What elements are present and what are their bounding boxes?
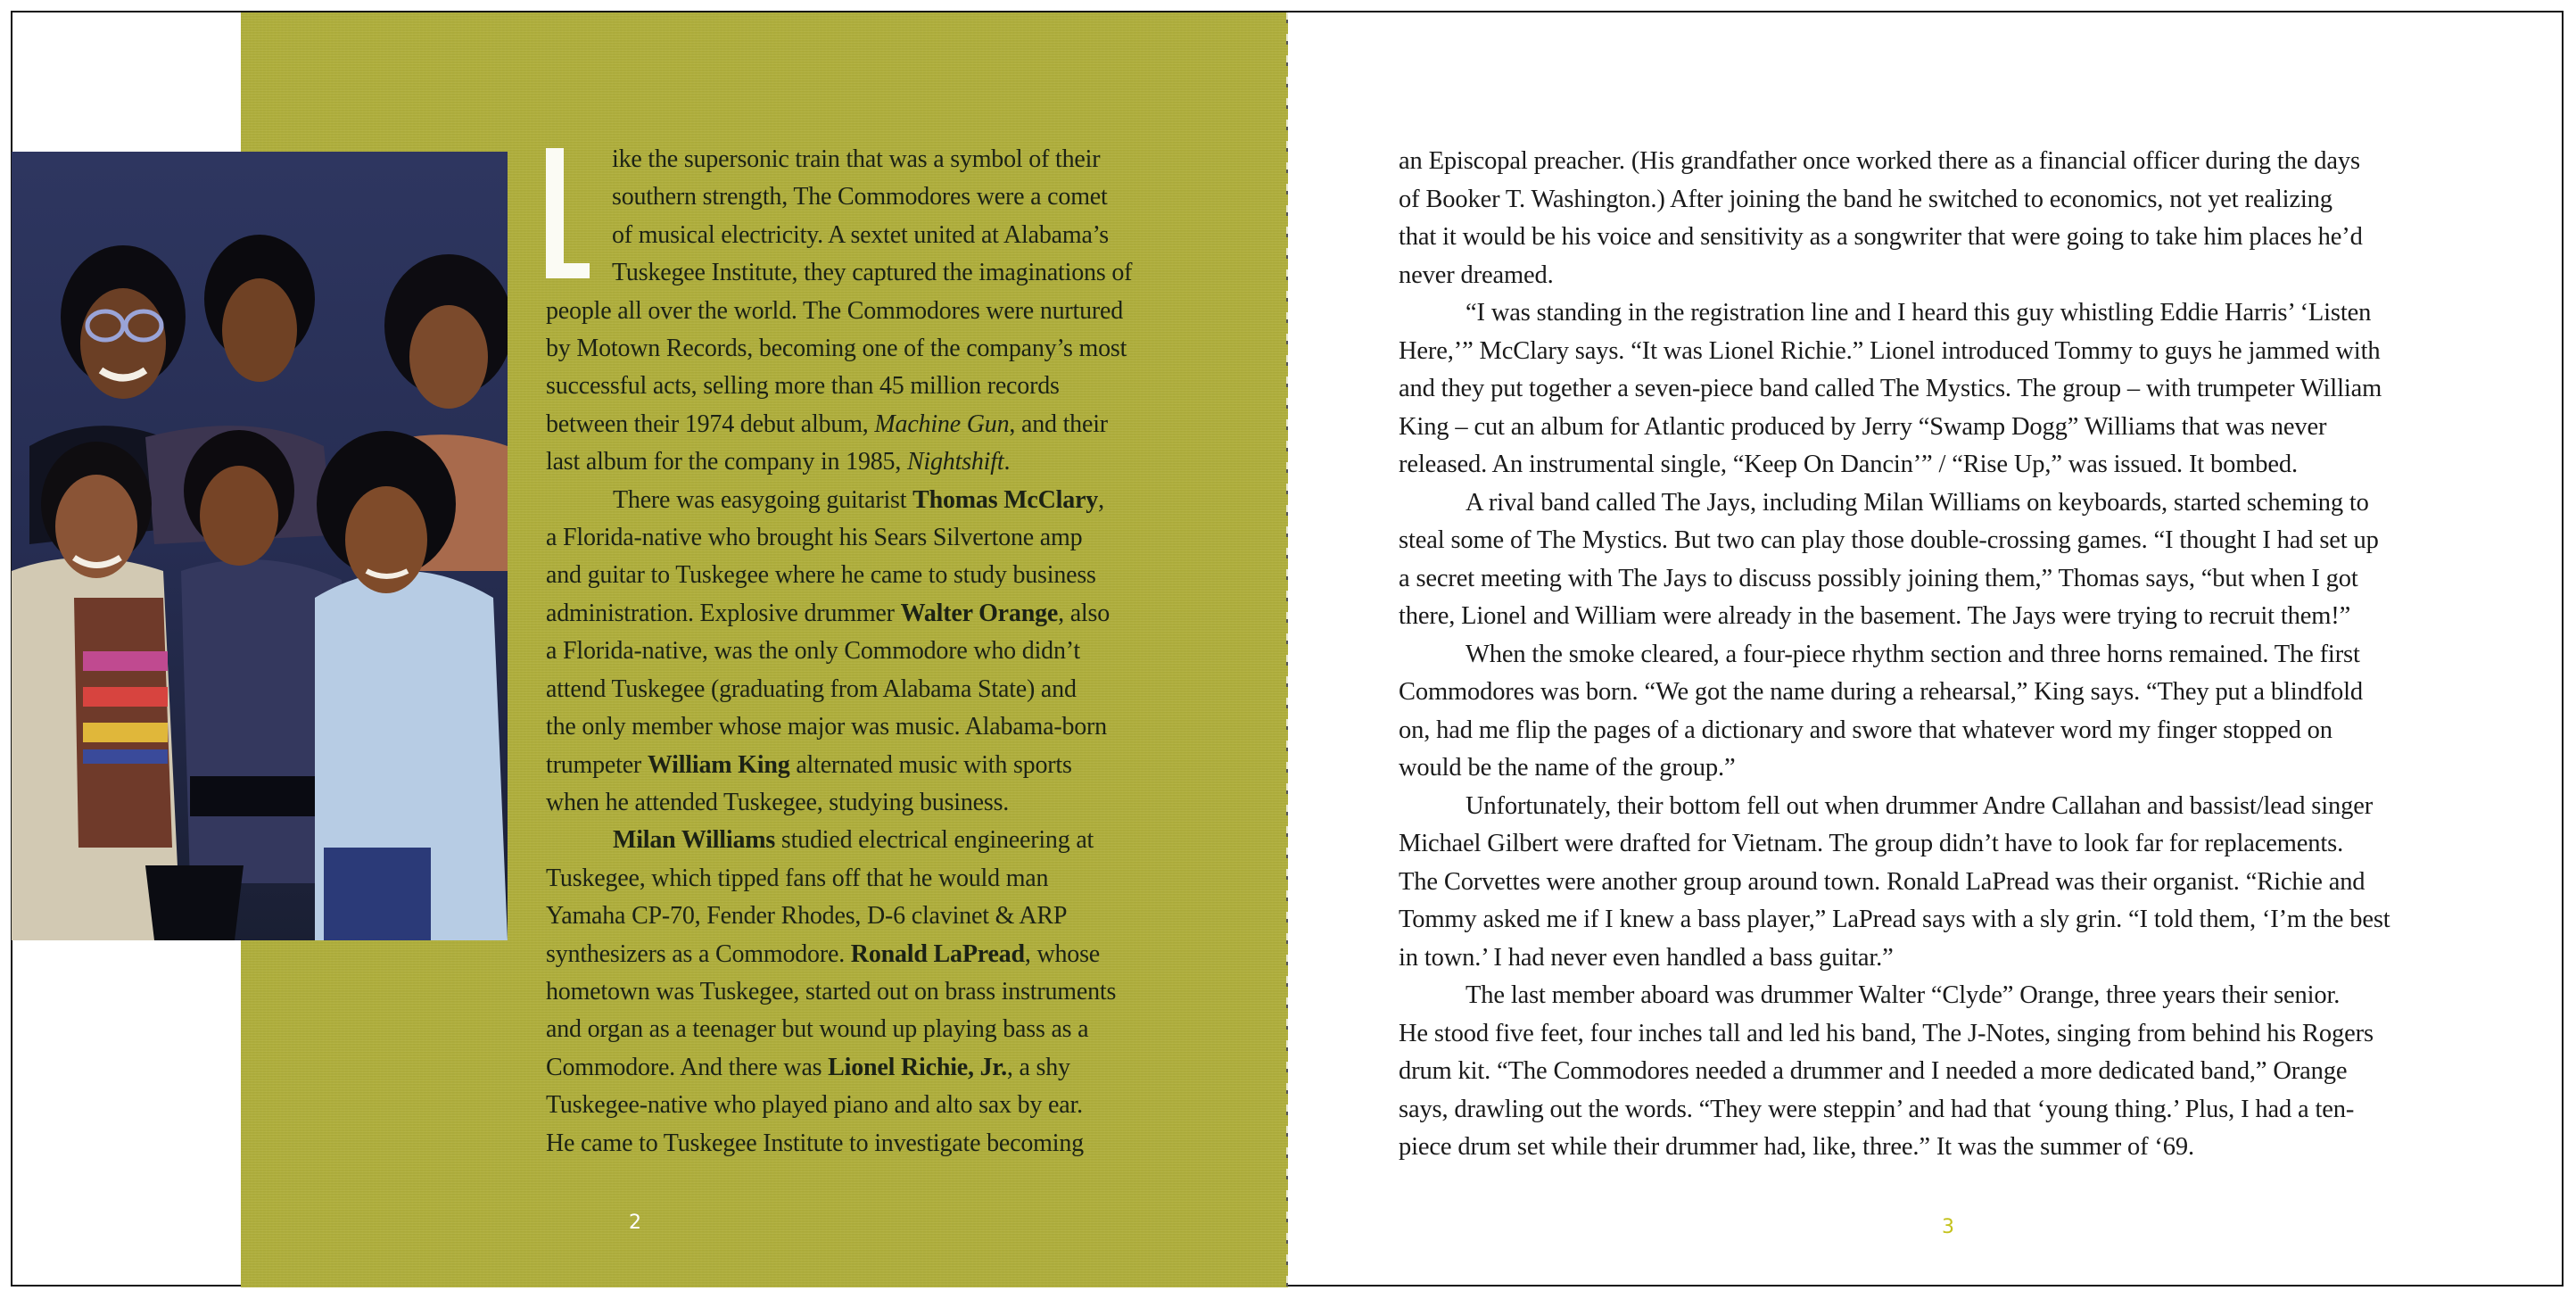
text-line: on, had me flip the pages of a dictionary and swore that whatever word my finger stopped on: [1399, 716, 2332, 744]
text-line: “I was standing in the registration line and I heard this guy whistling Eddie Harris’ ‘Listen: [1466, 299, 2372, 327]
text-line: [546, 595, 1197, 633]
text-line: [546, 443, 1197, 481]
right-page-body: [1399, 143, 2505, 1167]
band-photo-illustration: [12, 152, 508, 940]
text-line: a Florida-native, was the only Commodore who didn’t: [546, 637, 1080, 666]
text-line: A rival band called The Jays, including Milan Williams on keyboards, started scheming to: [1466, 488, 2369, 517]
text-run: administration. Explosive drummer: [546, 599, 901, 627]
page-number-right: 3: [1942, 1216, 1954, 1238]
text-line: drum kit. “The Commodores needed a drummer and I needed a more dedicated band,” Orange: [1399, 1057, 2348, 1085]
text-line: by Motown Records, becoming one of the company’s most: [546, 335, 1127, 363]
member-name-milan-williams: Milan Williams: [613, 826, 776, 855]
members-paragraph-2: [546, 822, 1197, 1162]
text-line: would be the name of the group.”: [1399, 754, 1736, 782]
intro-paragraph: [546, 141, 1197, 482]
text-line: says, drawling out the words. “They were steppin’ and had that ‘young thing.’ Plus, I had a ten-: [1399, 1095, 2355, 1123]
text-run: , also: [1058, 599, 1110, 627]
text-line: an Episcopal preacher. (His grandfather once worked there as a financial officer during the days: [1399, 147, 2360, 175]
text-line: attend Tuskegee (graduating from Alabama State) and: [546, 674, 1077, 703]
text-run: Commodore. And there was: [546, 1053, 829, 1081]
text-line: He stood five feet, four inches tall and led his band, The J-Notes, singing from behind his Rogers: [1399, 1019, 2374, 1047]
text-line: in town.’ I had never even handled a bass guitar.”: [1399, 943, 1894, 972]
text-line: Tuskegee, which tipped fans off that he would man: [546, 864, 1049, 892]
text-line: a Florida-native who brought his Sears Silvertone amp: [546, 524, 1083, 552]
paragraph-last-member: [1399, 977, 2505, 1167]
text-line: Tuskegee-native who played piano and alto sax by ear.: [546, 1091, 1083, 1120]
text-line: Unfortunately, their bottom fell out when drummer Andre Callahan and bassist/lead singer: [1466, 791, 2374, 820]
text-line: never dreamed.: [1399, 261, 1554, 289]
paragraph-vietnam-draft: [1399, 788, 2505, 978]
center-fold-perforation: [1286, 12, 1288, 1287]
text-run: , whose: [1024, 939, 1100, 968]
member-name-william-king: William King: [647, 750, 790, 779]
member-name-ronald-lapread: Ronald LaPread: [850, 939, 1025, 968]
text-line: a secret meeting with The Jays to discuss possibly joining them,” Thomas says, “but when I got: [1399, 564, 2358, 592]
text-line: ike the supersonic train that was a symbol of their: [612, 145, 1101, 173]
text-run: studied electrical engineering at: [775, 826, 1094, 855]
album-title-nightshift: Nightshift: [906, 448, 1004, 476]
text-line: Tuskegee Institute, they captured the imaginations of: [612, 259, 1133, 287]
band-group-photo: [12, 152, 508, 940]
page-number-left: 2: [629, 1212, 641, 1234]
paragraph-registration-line: [1399, 294, 2505, 484]
text-line: released. An instrumental single, “Keep On Dancin’” / “Rise Up,” was issued. It bombed.: [1399, 451, 2298, 478]
text-run: , and their: [1009, 410, 1108, 438]
text-line: He came to Tuskegee Institute to investigate becoming: [546, 1129, 1084, 1157]
text-run: There was easygoing guitarist: [613, 485, 913, 514]
text-run: synthesizers as a Commodore.: [546, 939, 851, 968]
text-line: successful acts, selling more than 45 million records: [546, 372, 1060, 401]
text-line: and organ as a teenager but wound up playing bass as a: [546, 1015, 1089, 1044]
member-name-walter-orange: Walter Orange: [900, 599, 1059, 627]
paragraph-name-origin: [1399, 636, 2505, 788]
drop-cap: [546, 148, 605, 280]
text-run: last album for the company in 1985,: [546, 448, 907, 476]
text-line: The Corvettes were another group around town. Ronald LaPread was their organist. “Richie and: [1399, 867, 2365, 896]
text-run: ,: [1098, 485, 1104, 514]
text-line: Commodores was born. “We got the name during a rehearsal,” King says. “They put a blindfold: [1399, 678, 2364, 706]
text-line: that it would be his voice and sensitivity as a songwriter that were going to take him places he’d: [1399, 223, 2363, 251]
text-line: of musical electricity. A sextet united at Alabama’s: [612, 220, 1109, 249]
drop-cap-foot: [546, 263, 590, 278]
text-line: when he attended Tuskegee, studying business.: [546, 788, 1010, 816]
text-run: trumpeter: [546, 750, 648, 779]
text-line: of Booker T. Washington.) After joining the band he switched to economics, not yet realizing: [1399, 185, 2332, 213]
text-run: .: [1003, 448, 1011, 476]
text-line: Michael Gilbert were drafted for Vietnam. The group didn’t have to look far for replacements.: [1399, 830, 2344, 857]
paragraph-episcopal: [1399, 143, 2505, 294]
text-line: the only member whose major was music. Alabama-born: [546, 713, 1107, 741]
text-line: Here,’” McClary says. “It was Lionel Richie.” Lionel introduced Tommy to guys he jammed with: [1399, 336, 2381, 365]
text-line: and they put together a seven-piece band called The Mystics. The group – with trumpeter William: [1399, 375, 2382, 402]
text-line: piece drum set while their drummer had, like, three.” It was the summer of ‘69.: [1399, 1133, 2194, 1161]
text-line: When the smoke cleared, a four-piece rhythm section and three horns remained. The first: [1466, 640, 2360, 668]
paragraph-the-jays: [1399, 484, 2505, 636]
text-line: Yamaha CP-70, Fender Rhodes, D-6 clavinet & ARP: [546, 902, 1068, 931]
members-paragraph-1: [546, 482, 1197, 823]
text-line: [546, 747, 1197, 784]
member-name-thomas-mcclary: Thomas McClary: [912, 485, 1099, 514]
text-line: [546, 406, 1197, 443]
left-page-body: [546, 141, 1197, 1162]
text-line: [546, 936, 1197, 973]
text-line: The last member aboard was drummer Walter “Clyde” Orange, three years their senior.: [1466, 981, 2341, 1009]
text-line: Tommy asked me if I knew a bass player,” LaPread says with a sly grin. “I told them, ‘I’m the best: [1399, 906, 2390, 933]
member-name-lionel-richie: Lionel Richie, Jr.: [828, 1053, 1007, 1081]
text-line: and guitar to Tuskegee where he came to study business: [546, 561, 1096, 590]
text-line: there, Lionel and William were already in the basement. The Jays were trying to recruit them!”: [1399, 602, 2351, 630]
text-run: between their 1974 debut album,: [546, 410, 875, 438]
text-line: people all over the world. The Commodores were nurtured: [546, 296, 1124, 325]
album-title-machine-gun: Machine Gun: [874, 410, 1010, 438]
text-line: [546, 482, 1197, 519]
text-line: southern strength, The Commodores were a comet: [612, 183, 1108, 211]
text-line: steal some of The Mystics. But two can play those double-crossing games. “I thought I had set up: [1399, 526, 2379, 554]
text-line: [546, 1049, 1197, 1087]
text-line: hometown was Tuskegee, started out on brass instruments: [546, 977, 1117, 1005]
text-run: alternated music with sports: [789, 750, 1072, 779]
drop-cap-stem: [546, 148, 564, 278]
text-run: , a shy: [1006, 1053, 1070, 1081]
text-line: King – cut an album for Atlantic produced by Jerry “Swamp Dogg” Williams that was never: [1399, 412, 2327, 441]
text-line: [546, 822, 1197, 859]
